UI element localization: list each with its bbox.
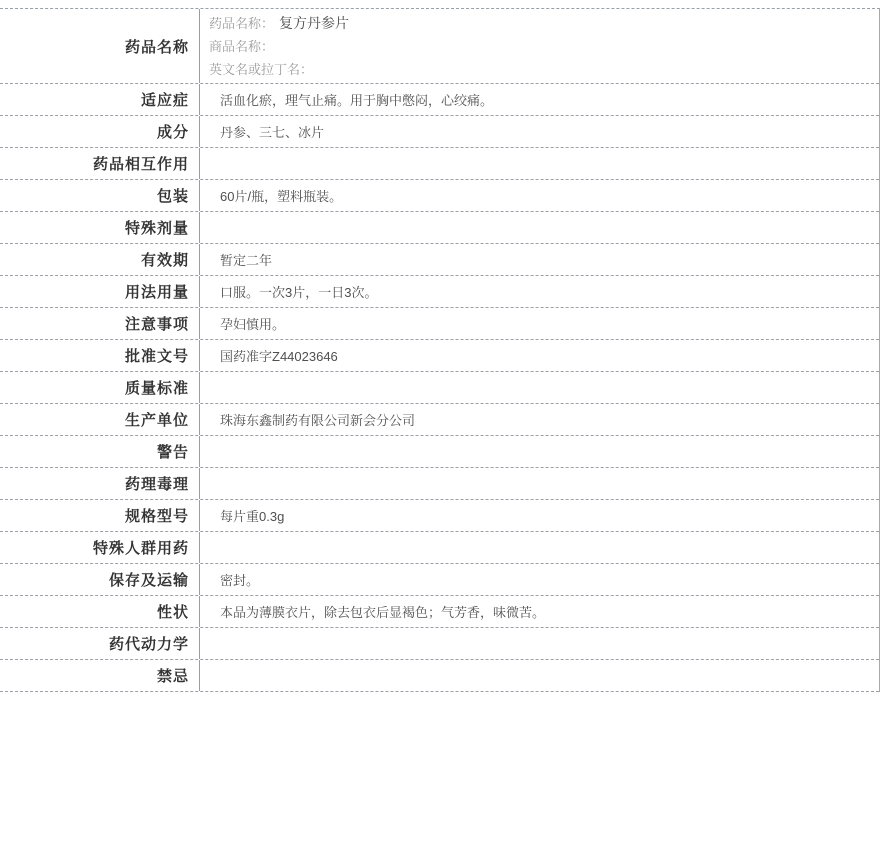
table-row-description bbox=[0, 596, 879, 628]
drug-name-line bbox=[209, 12, 879, 35]
latin-name-line bbox=[209, 58, 879, 81]
row-label: 特殊剂量 bbox=[0, 212, 200, 243]
table-row-special-dosage bbox=[0, 212, 879, 244]
row-value: 本品为薄膜衣片，除去包衣后显褐色；气芳香，味微苦。 bbox=[220, 605, 546, 620]
row-label: 用法用量 bbox=[0, 276, 200, 307]
drug-name-prefix: 药品名称： bbox=[209, 15, 275, 31]
row-label: 有效期 bbox=[0, 244, 200, 275]
row-value bbox=[200, 372, 879, 403]
row-label: 包装 bbox=[0, 180, 200, 211]
table-row-manufacturer bbox=[0, 404, 879, 436]
row-value: 暂定二年 bbox=[220, 253, 273, 268]
row-value: 口服。一次3片，一日3次。 bbox=[220, 285, 378, 300]
row-label: 药品相互作用 bbox=[0, 148, 200, 179]
row-label: 性状 bbox=[0, 596, 200, 627]
table-row-ingredients bbox=[0, 116, 879, 148]
table-row-specification bbox=[0, 500, 879, 532]
row-value bbox=[200, 468, 879, 499]
latin-name-prefix: 英文名或拉丁名： bbox=[209, 61, 314, 77]
trade-name-prefix: 商品名称： bbox=[209, 38, 275, 54]
drug-name-value: 复方丹参片 bbox=[279, 14, 350, 31]
table-row-indications bbox=[0, 84, 879, 116]
row-value: 每片重0.3g bbox=[220, 509, 285, 524]
row-label: 特殊人群用药 bbox=[0, 532, 200, 563]
table-row-special-populations bbox=[0, 532, 879, 564]
row-value bbox=[200, 148, 879, 179]
drug-info-table bbox=[0, 8, 880, 692]
table-row-quality-standard bbox=[0, 372, 879, 404]
row-label-drug-name: 药品名称 bbox=[0, 9, 200, 83]
row-value: 国药准字Z44023646 bbox=[220, 349, 338, 364]
row-label: 药代动力学 bbox=[0, 628, 200, 659]
row-label: 保存及运输 bbox=[0, 564, 200, 595]
table-row-drug-name bbox=[0, 9, 879, 84]
table-row-precautions bbox=[0, 308, 879, 340]
table-row-interactions bbox=[0, 148, 879, 180]
row-value: 60片/瓶，塑料瓶装。 bbox=[220, 189, 343, 204]
row-value bbox=[200, 628, 879, 659]
row-value: 丹参、三七、冰片 bbox=[220, 125, 325, 140]
table-row-warning bbox=[0, 436, 879, 468]
row-value bbox=[200, 436, 879, 467]
table-row-storage bbox=[0, 564, 879, 596]
row-value: 孕妇慎用。 bbox=[220, 317, 286, 332]
table-row-approval-number bbox=[0, 340, 879, 372]
row-label: 生产单位 bbox=[0, 404, 200, 435]
table-row-contraindications bbox=[0, 660, 879, 692]
row-label: 禁忌 bbox=[0, 660, 200, 691]
row-value: 珠海东鑫制药有限公司新会分公司 bbox=[220, 413, 416, 428]
row-value bbox=[200, 660, 879, 691]
row-label: 批准文号 bbox=[0, 340, 200, 371]
row-label: 成分 bbox=[0, 116, 200, 147]
table-row-pharmacokinetics bbox=[0, 628, 879, 660]
row-label: 注意事项 bbox=[0, 308, 200, 339]
row-value: 活血化瘀，理气止痛。用于胸中憋闷，心绞痛。 bbox=[220, 93, 494, 108]
row-value bbox=[200, 212, 879, 243]
row-label: 质量标准 bbox=[0, 372, 200, 403]
drug-name-cell bbox=[200, 9, 879, 83]
row-value bbox=[200, 532, 879, 563]
trade-name-line bbox=[209, 35, 879, 58]
table-row-pharmacology bbox=[0, 468, 879, 500]
row-label: 规格型号 bbox=[0, 500, 200, 531]
row-label: 警告 bbox=[0, 436, 200, 467]
row-label: 药理毒理 bbox=[0, 468, 200, 499]
table-row-dosage bbox=[0, 276, 879, 308]
row-label: 适应症 bbox=[0, 84, 200, 115]
row-value: 密封。 bbox=[220, 573, 260, 588]
table-row-shelf-life bbox=[0, 244, 879, 276]
table-row-packaging bbox=[0, 180, 879, 212]
